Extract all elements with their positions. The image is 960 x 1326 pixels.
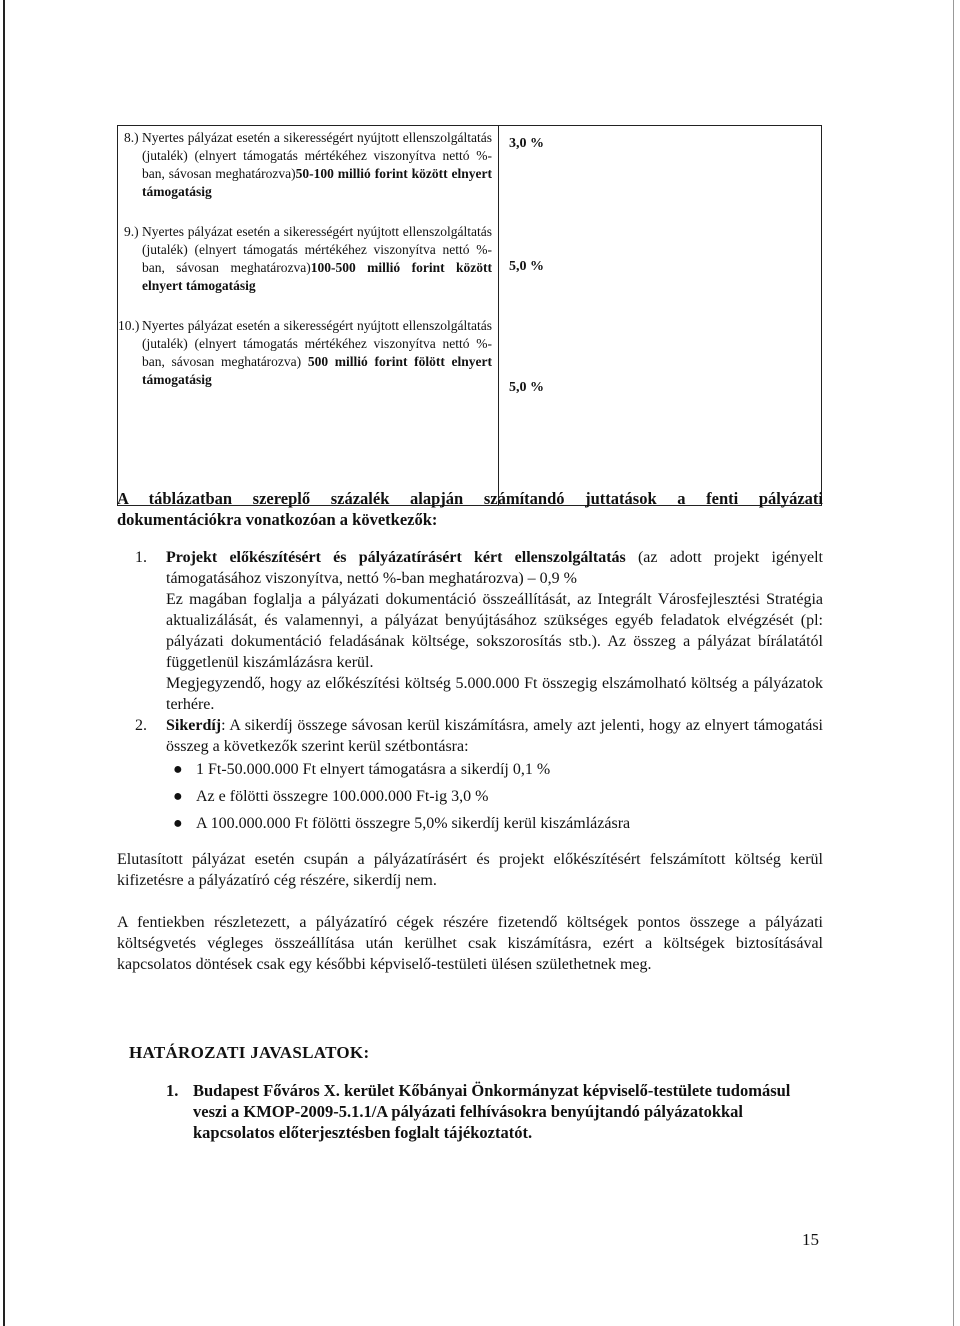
rate-value: 5,0 %: [509, 380, 544, 395]
bullet-list: [117, 759, 823, 834]
bullet-text: 1 Ft-50.000.000 Ft elnyert támogatásra a sikerdíj 0,1 %: [196, 761, 551, 778]
entry-text: Nyertes pályázat esetén a sikerességért nyújtott ellenszolgáltatás (jutalék) (elnyert támogatás mértékéhez viszonyítva nettó %-ban, sávosan meghatározva): [142, 130, 492, 181]
intro-line-1: A táblázatban szereplő százalék alapján számítandó juttatások a fenti pályázati: [117, 489, 823, 508]
rate-value: 3,0 %: [509, 136, 544, 151]
list-item-title: Sikerdíj: [166, 717, 222, 734]
decision-number: 1.: [166, 1081, 179, 1100]
list-item-note: Megjegyzendő, hogy az előkészítési költség 5.000.000 Ft összegig elszámolható költség a pályázatok terhére.: [166, 675, 823, 713]
intro-line-2: dokumentációkra vonatkozóan a következők:: [117, 510, 438, 529]
rejected-paragraph: Elutasított pályázat esetén csupán a pályázatírásért és projekt előkészítésért felszámított költség kerül kifizetésre a pályázatíró cég részére, sikerdíj nem.: [117, 851, 823, 889]
entry-bold-text: 500 millió forint fölött elnyert támogatásig: [142, 354, 493, 387]
page-number: 15: [802, 1230, 819, 1249]
bullet-text: Az e fölötti összegre 100.000.000 Ft-ig 3,0 %: [196, 788, 489, 805]
bullet-item: [117, 813, 823, 834]
intro-paragraph: [117, 488, 823, 530]
entry-text: Nyertes pályázat esetén a sikerességért nyújtott ellenszolgáltatás (jutalék) (elnyert támogatás mértékéhez viszonyítva nettó %-ban, sávosan meghatározva): [142, 224, 492, 275]
bullet-icon: ●: [173, 761, 183, 778]
list-item-text: (az adott projekt igényelt támogatásához viszonyítva, nettó %-ban meghatározva) – 0,9 %: [166, 549, 823, 587]
list-item-paragraph: Ez magában foglalja a pályázati dokumentáció összeállítását, az Integrált Városfejlesztési Stratégia aktualizálását, és valamennyi, a pályázat benyújtásához szükséges egyéb feladatok elvégzését (pl: pályázati dokumentáció feladásának költsége, sokszorosítás stb.). Az összeg a pályázat bírálatától függetlenül kiszámlázásra kerül.: [166, 591, 823, 671]
list-item-title: Projekt előkészítésért és pályázatírásért kért ellenszolgáltatás: [166, 549, 626, 566]
list-item-number: 1.: [135, 549, 147, 566]
bullet-item: [117, 786, 823, 807]
list-item-text: : A sikerdíj összege sávosan kerül kiszámításra, amely azt jelenti, hogy az elnyert támogatási összeg a következők szerint kerül szétbontásra:: [166, 717, 823, 755]
fee-table: [117, 125, 822, 506]
page-edge-line: [3, 0, 5, 1326]
page-edge-line-right: [953, 0, 954, 1326]
numbered-list: [117, 547, 823, 840]
section-heading: HATÁROZATI JAVASLATOK:: [129, 1043, 370, 1062]
rate-value: 5,0 %: [509, 259, 544, 274]
bullet-text: A 100.000.000 Ft fölötti összegre 5,0% sikerdíj kerül kiszámlázásra: [196, 815, 631, 832]
bullet-item: [117, 759, 823, 780]
list-item: [117, 547, 823, 715]
entry-text: Nyertes pályázat esetén a sikerességért nyújtott ellenszolgáltatás (jutalék) (elnyert támogatás mértékéhez viszonyítva nettó %-ban, sávosan meghatározva): [142, 318, 492, 369]
bullet-icon: ●: [173, 788, 183, 805]
list-item: [117, 715, 823, 757]
table-description-cell: [118, 126, 499, 506]
list-item-number: 2.: [135, 717, 147, 734]
bullet-icon: ●: [173, 815, 183, 832]
decision-text: Budapest Főváros X. kerület Kőbányai Önkormányzat képviselő-testülete tudomásul veszi a KMOP-2009-5.1.1/A pályázati felhívásokra benyújtandó pályázatokkal kapcsolatos előterjesztésben foglalt tájékoztatót.: [193, 1081, 791, 1142]
table-entry-9: [124, 223, 493, 295]
entry-number: 9.): [124, 224, 139, 239]
entry-number: 8.): [124, 130, 139, 145]
costs-paragraph: A fentiekben részletezett, a pályázatíró cégek részére fizetendő költségek pontos összege a pályázati költségvetés végleges összeállítása után kerülhet csak kiszámításra, ezért a költségek biztosításával kapcsolatos döntések csak egy későbbi képviselő-testületi ülésen születhetnek meg.: [117, 914, 823, 973]
table-row: [118, 126, 822, 506]
entry-number: 10.): [118, 318, 140, 333]
entry-bold-text: 100-500 millió forint között elnyert támogatásig: [142, 260, 493, 293]
table-entry-10: [118, 317, 493, 389]
entry-bold-text: 50-100 millió forint között elnyert támogatásig: [142, 166, 492, 199]
table-entry-8: [124, 129, 492, 201]
table-rate-cell: [499, 126, 822, 506]
decision-item: [166, 1080, 826, 1143]
